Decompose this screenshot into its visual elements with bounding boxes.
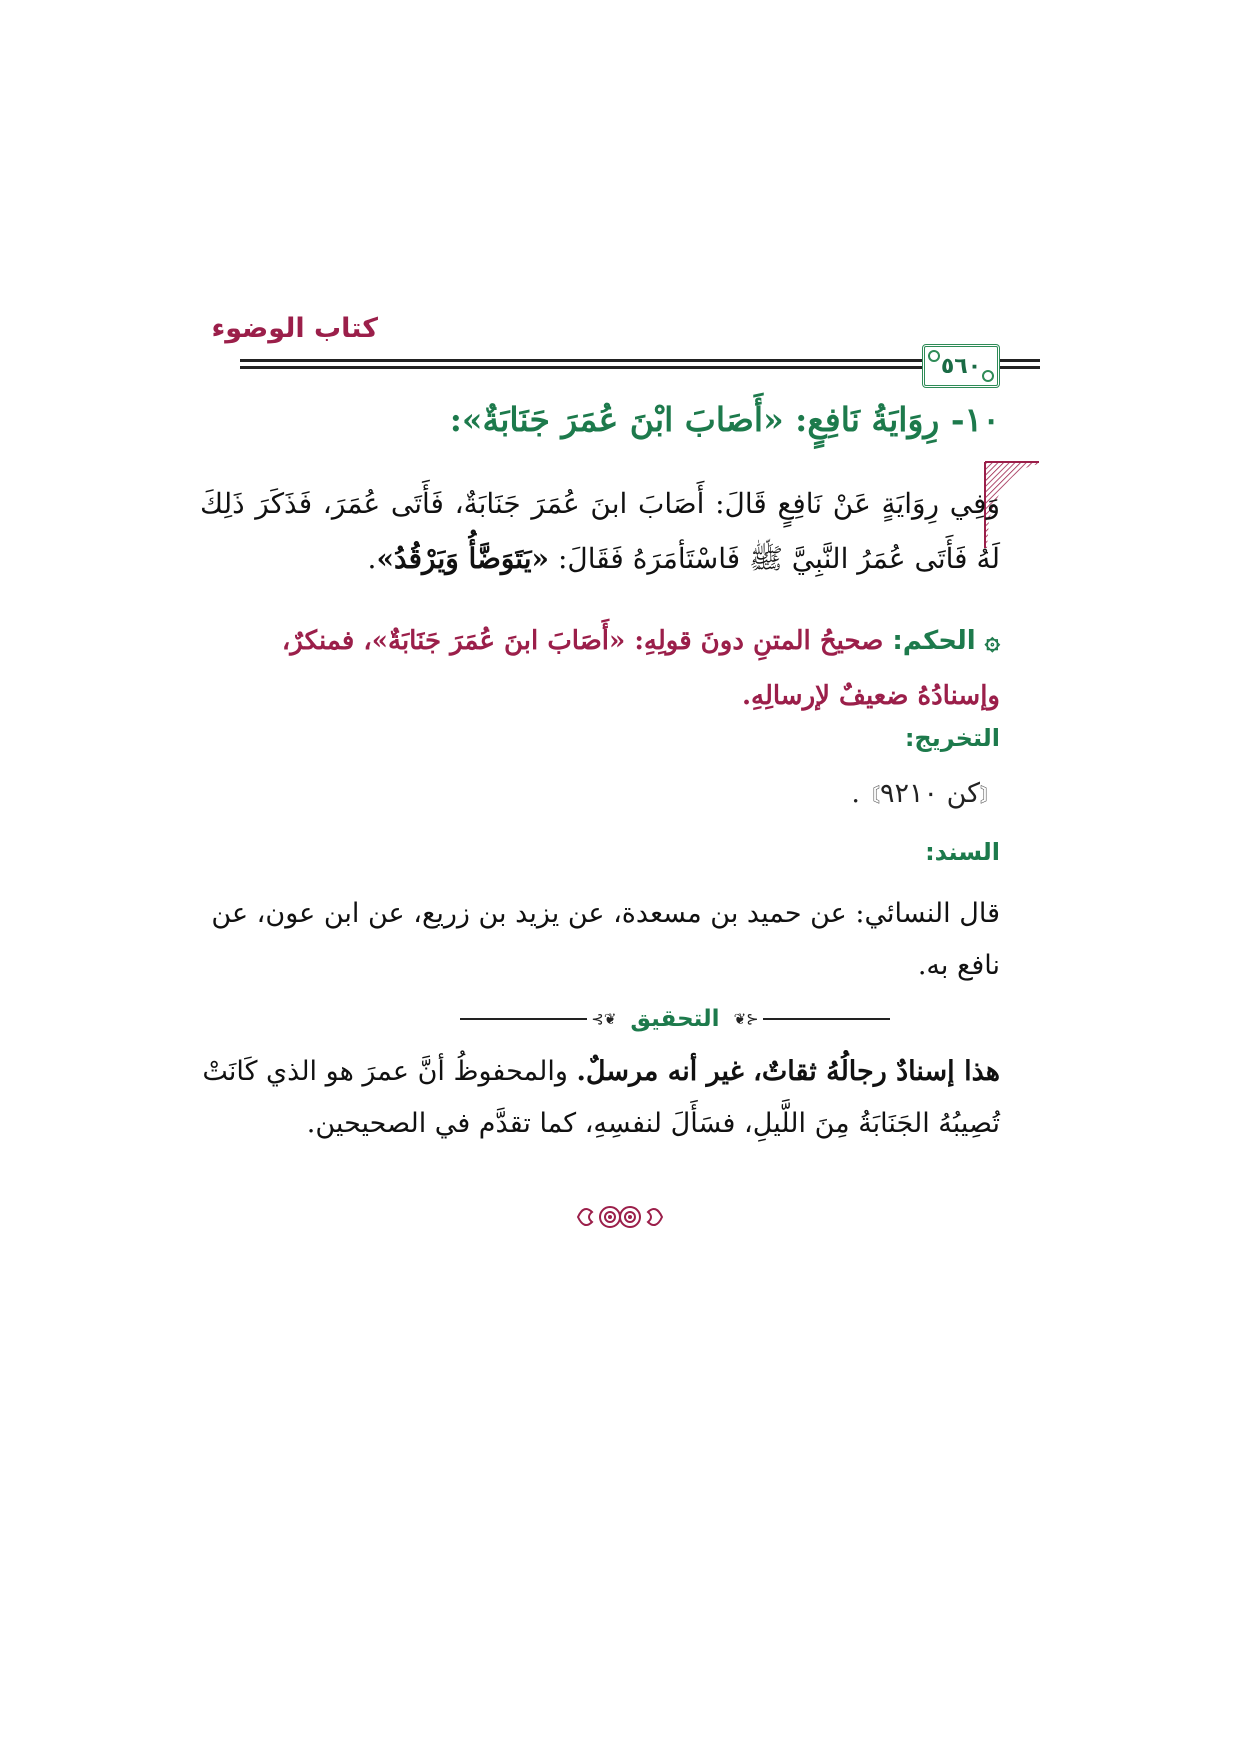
- reference-code: كن ٩٢١٠: [879, 778, 980, 809]
- tahqiq-bold-text: هذا إسنادٌ رجالُهُ ثقاتٌ، غير أنه مرسلٌ.: [576, 1056, 1000, 1087]
- sanad-text: قال النسائي: عن حميد بن مسعدة، عن يزيد بن زريع، عن ابن عون، عن نافع به.: [211, 898, 1000, 981]
- takhrij-heading: التخريج:: [904, 724, 1000, 752]
- reference-end: .: [851, 778, 860, 809]
- flower-bullet-icon: ۞: [984, 626, 1000, 656]
- divider-line-left: [460, 1018, 587, 1020]
- ruling-text: صحيحُ المتنِ دونَ قولِهِ: «أَصَابَ ابنَ عُمَرَ جَنَابَةٌ»، فمنكرٌ، وإسنادُهُ ضعيفٌ لإرسالِهِ.: [281, 626, 1000, 711]
- open-bracket: 〘: [980, 783, 1000, 807]
- tahqiq-heading: التحقيق: [630, 1006, 720, 1032]
- divider-ornament-left-icon: ❦⊱: [591, 1010, 617, 1028]
- ruling-paragraph: [200, 614, 1000, 724]
- header-rule-bottom-short: [1000, 366, 1040, 369]
- page-number-frame: [922, 344, 1000, 388]
- divider-ornament-right-icon: ⊰❦: [733, 1010, 759, 1028]
- close-bracket: 〙: [859, 783, 880, 807]
- tahqiq-divider: [460, 1004, 890, 1034]
- tahqiq-body: والمحفوظُ أنَّ عمرَ هو الذي كَانَتْ تُصِيبُهُ الجَنَابَةُ مِنَ اللَّيلِ، فسَأَلَ لنفسِهِ، كما تقدَّم في الصحيحين.: [202, 1056, 1000, 1139]
- running-title: كتاب الوضوء: [211, 313, 378, 344]
- sanad-heading: السند:: [925, 838, 1000, 866]
- header-rule-bottom: [240, 366, 1012, 369]
- end-ornament-icon: [570, 1200, 670, 1234]
- takhrij-reference: [851, 778, 1000, 809]
- header-rule-top-short: [1000, 359, 1040, 362]
- tahqiq-text: [200, 1046, 1000, 1150]
- section-heading: ١٠- رِوَايَةُ نَافِعٍ: «أَصَابَ ابْنَ عُمَرَ جَنَابَةٌ»:: [449, 400, 1000, 439]
- divider-line-right: [763, 1018, 890, 1020]
- page-number: ٥٦٠: [940, 353, 982, 379]
- hadith-end: .: [367, 542, 377, 575]
- hadith-body: وَفِي رِوَايَةٍ عَنْ نَافِعٍ قَالَ: أَصَابَ ابنَ عُمَرَ جَنَابَةٌ، فَأَتَى عُمَرَ، فَذَكَرَ ذَلِكَ لَهُ فَأَتَى عُمَرُ النَّبِيَّ ﷺ فَاسْتَأمَرَهُ فَقَالَ:: [200, 487, 1000, 575]
- hadith-text: [200, 476, 1000, 586]
- hadith-quote: «يَتَوَضَّأُ وَيَرْقُدُ»: [376, 542, 550, 575]
- ruling-label: الحكم:: [892, 626, 976, 656]
- header-rule-top: [240, 359, 1012, 362]
